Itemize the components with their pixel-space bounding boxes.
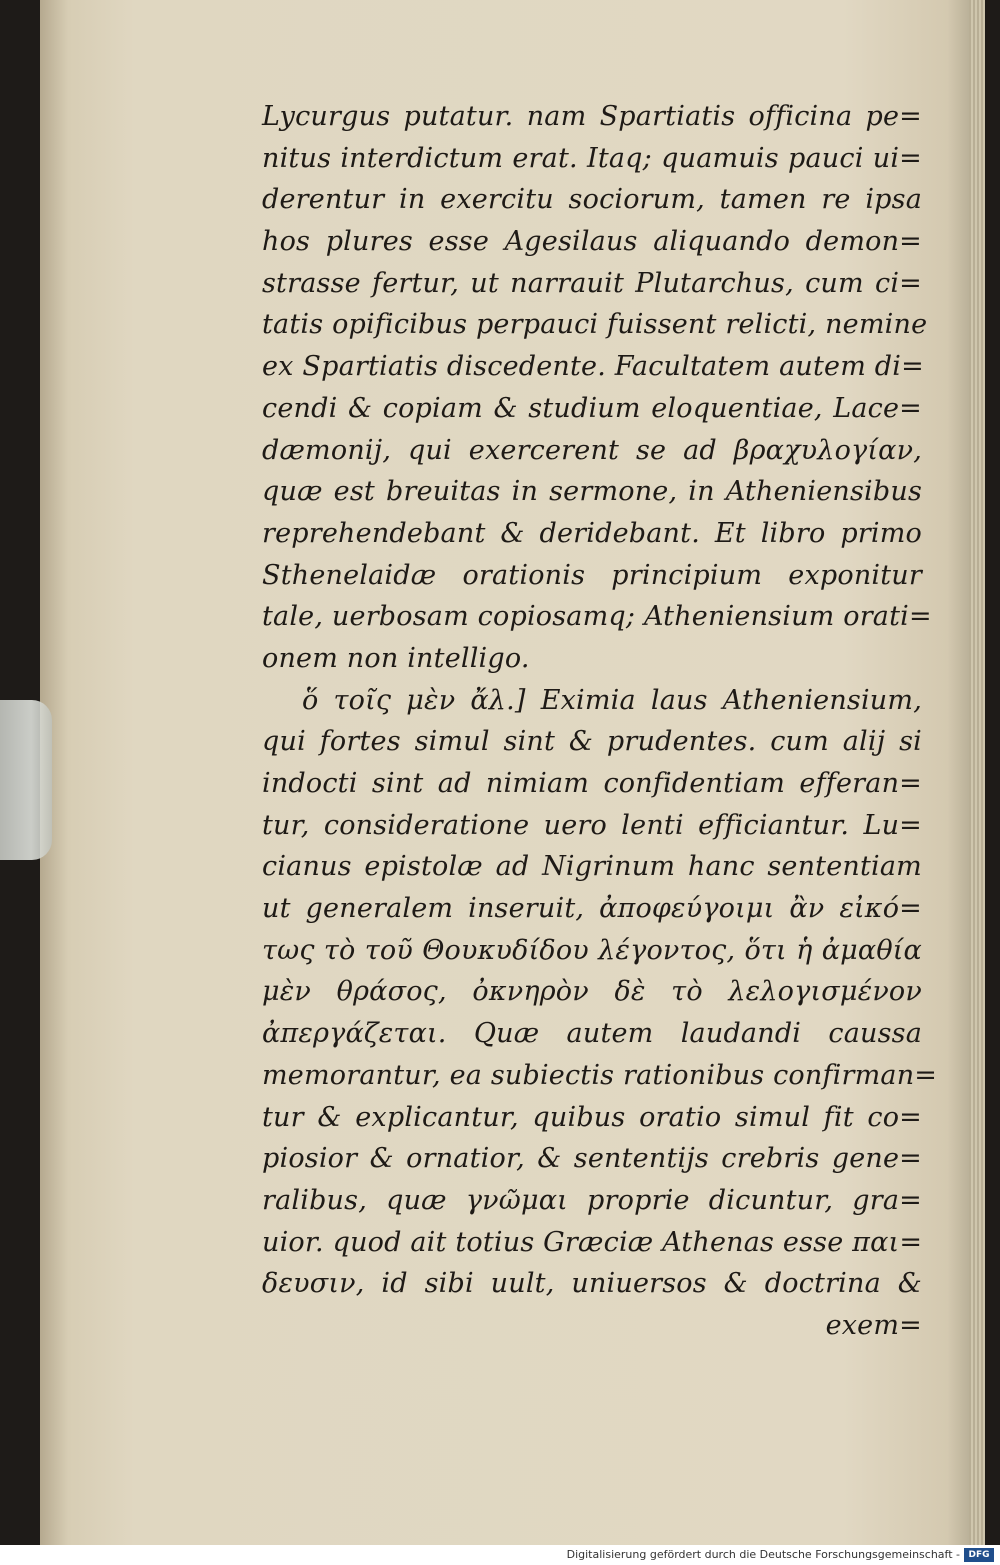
text-line: derentur in exercitu sociorum, tamen re ipsa xyxy=(262,184,922,216)
text-line: μὲν θράσος, ὀκνηρὸν δὲ τὸ λελογισμένον xyxy=(262,976,922,1008)
text-line: δευσιν, id sibi uult, uniuersos & doctrina & xyxy=(262,1268,922,1300)
text-line: piosior & ornatior, & sententijs crebris gene= xyxy=(262,1143,922,1175)
text-line: onem non intelligo. xyxy=(262,642,530,674)
clip-holder xyxy=(0,700,52,860)
text-line: indocti sint ad nimiam confidentiam efferan= xyxy=(262,768,922,799)
text-line: tur & explicantur, quibus oratio simul fit co= xyxy=(262,1101,922,1133)
text-line: tatis opificibus perpauci fuissent relicti, nemine xyxy=(262,309,928,341)
text-line: ὅ τοῖς μὲν ἄλ.] Eximia laus Atheniensium, xyxy=(302,684,922,716)
text-line: nitus interdictum erat. Itaq; quamuis pauci ui= xyxy=(262,142,922,174)
text-line: hos plures esse Agesilaus aliquando demon= xyxy=(262,226,922,258)
text-line: cendi & copiam & studium eloquentiae, Lace= xyxy=(262,392,922,424)
text-line: memorantur, ea subiectis rationibus confirman= xyxy=(262,1059,938,1091)
text-line: ut generalem inseruit, ἀποφεύγοιμι ἂν εἰκό= xyxy=(262,893,922,925)
text-line: cianus epistolæ ad Nigrinum hanc sententiam xyxy=(262,851,922,883)
text-line: uior. quod ait totius Græciæ Athenas esse παι= xyxy=(262,1226,923,1258)
text-line: tur, consideratione uero lenti efficiantur. Lu= xyxy=(262,809,922,841)
text-line: τως τὸ τοῦ Θουκυδίδου λέγοντος, ὅτι ἡ ἀμαθία xyxy=(262,934,922,966)
page-edge xyxy=(969,0,985,1545)
text-line: qui fortes simul sint & prudentes. cum alij si xyxy=(262,726,922,758)
text-line: quæ est breuitas in sermone, in Atheniensibus xyxy=(262,476,922,508)
text-line: Lycurgus putatur. nam Spartiatis officina pe= xyxy=(262,101,922,132)
text-line: ex Spartiatis discedente. Facultatem autem di= xyxy=(262,351,924,383)
catchword: exem= xyxy=(825,1309,922,1341)
text-line: strasse fertur, ut narrauit Plutarchus, cum ci= xyxy=(262,267,922,299)
text-line: Sthenelaidæ orationis principium exponitur xyxy=(262,559,922,591)
text-line: ralibus, quæ γνῶμαι proprie dicuntur, gra= xyxy=(262,1184,922,1216)
text-line: ἀπεργάζεται. Quæ autem laudandi caussa xyxy=(262,1018,922,1050)
page-text xyxy=(262,96,938,1347)
dfg-logo-icon: DFG xyxy=(964,1548,994,1562)
text-line: tale, uerbosam copiosamq; Atheniensium orati= xyxy=(262,601,932,633)
text-line: dæmonij, qui exercerent se ad βραχυλογίαν, xyxy=(262,434,922,466)
text-line: reprehendebant & deridebant. Et libro primo xyxy=(262,517,922,549)
digitization-footer xyxy=(0,1545,1000,1565)
footer-credit: Digitalisierung gefördert durch die Deutsche Forschungsgemeinschaft - xyxy=(566,1548,960,1561)
